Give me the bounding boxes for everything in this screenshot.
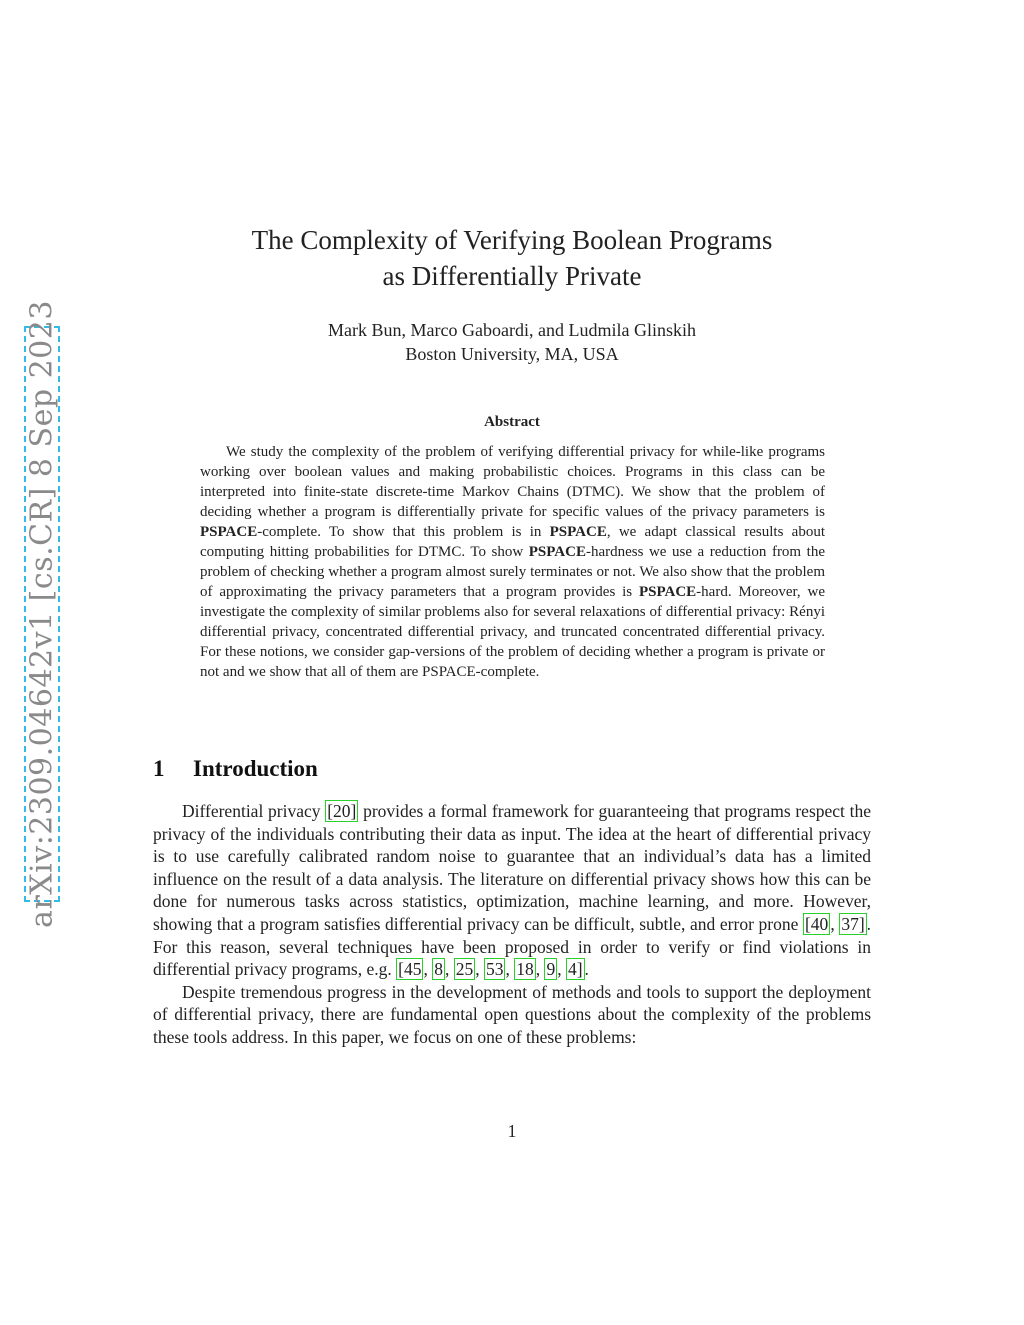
citation-link[interactable]: 4] [567,959,583,980]
abstract-bold-term: PSPACE [528,544,586,560]
paper-title [150,222,874,294]
abstract-body [200,442,825,682]
author-affiliation: Boston University, MA, USA [405,344,619,364]
intro-paragraph-1: Differential privacy [20] provides a formal framework for guaranteeing that programs respect the privacy of the individuals contributing their data as input. The idea at the heart of differential privacy is to use carefully calibrated random noise to guarantee that an individual’s data has a limited influence on the result of a data analysis. The literature on differential privacy shows how this can be done for numerous tasks across statistics, optimization, machine learning, and more. However, showing that a program satisfies differential privacy can be difficult, subtle, and error prone [40 , 37] . For this reason, several techniques have been proposed in order to verify or find violations in differential privacy programs, e.g. [45 , 8 , 25 , 53 , 18 , 9 , 4] . [153,801,872,980]
section-heading [153,754,318,784]
arxiv-id: arXiv:2309.04642v1 [cs.CR] 8 Sep 2023 [24,300,60,928]
intro-text: . [584,959,589,980]
intro-text: provides a formal framework for guaranteeing that programs respect the privacy of the individuals contributing their data as input. The idea at the heart of differential privacy is to use carefully calibrated random noise to guarantee that an individual’s data has a limited influence on the result of a data analysis. The literature on differential privacy shows how this can be done for numerous tasks across statistics, optimization, machine learning, and more. However, showing that a program satisfies differential privacy can be difficult, subtle, and error prone [153,801,872,934]
citation-link[interactable]: 25 [455,959,474,980]
page-number: 1 [507,1121,517,1141]
arxiv-stamp [24,300,60,928]
citation-link[interactable]: [45 [398,959,422,980]
citation-link[interactable]: 8 [434,959,443,980]
title-line-1: The Complexity of Verifying Boolean Programs [251,225,773,255]
intro-paragraph-2: Despite tremendous progress in the development of methods and tools to support the deployment of differential privacy, there are fundamental open questions about the complexity of the problems these tools address. In this paper, we focus on one of these problems: [153,981,871,1047]
author-block [150,318,874,366]
citation-link[interactable]: 18 [516,959,534,980]
abstract-text: We study the complexity of the problem of verifying differential privacy for while-like programs working over boolean values and making probabilistic choices. Programs in this class can be interpreted into finite-state discrete-time Markov Chains (DTMC). We show that the problem of deciding whether a program is differentially private for specific values of the privacy parameters is [200,444,825,520]
abstract-bold-term: PSPACE [549,524,607,540]
section-title: Introduction [193,756,318,781]
intro-text: Differential privacy [182,801,326,821]
citation-separator: , [830,913,840,934]
abstract-text: , we adapt classical results about computing hitting probabilities for DTMC. To show [200,524,825,560]
citation-link[interactable]: 9 [546,959,556,980]
abstract-bold-term: PSPACE [638,584,697,600]
introduction-body [153,800,871,1049]
abstract-text: -hard. Moreover, we investigate the complexity of similar problems also for several relaxations of differential privacy: Rényi differential privacy, concentrated differential privacy, and truncated concentrated differential privacy. For these notions, we consider gap-versions of the problem of deciding whether a program is private or not and we show that all of them are PSPACE-complete. [200,584,825,680]
section-number: 1 [153,756,165,781]
citation-link[interactable]: 53 [485,959,504,980]
citation-link[interactable]: [40 [804,913,829,934]
title-line-2: as Differentially Private [382,261,642,291]
abstract-bold-term: PSPACE [200,524,258,540]
abstract-text: -hardness we use a reduction from the problem of checking whether a program almost surely terminates or not. We also show that the problem of approximating the privacy parameters that a program provides is [200,544,825,600]
author-names: Mark Bun, Marco Gaboardi, and Ludmila Glinskih [328,320,696,340]
abstract-text: -complete. To show that this problem is in [257,524,550,540]
citation-link[interactable]: 37] [841,913,865,934]
intro-text: . For this reason, several techniques have been proposed in order to verify or find violations in differential privacy programs, e.g. [153,913,872,980]
citation-link[interactable]: [20] [327,801,357,821]
abstract-heading: Abstract [484,414,540,430]
